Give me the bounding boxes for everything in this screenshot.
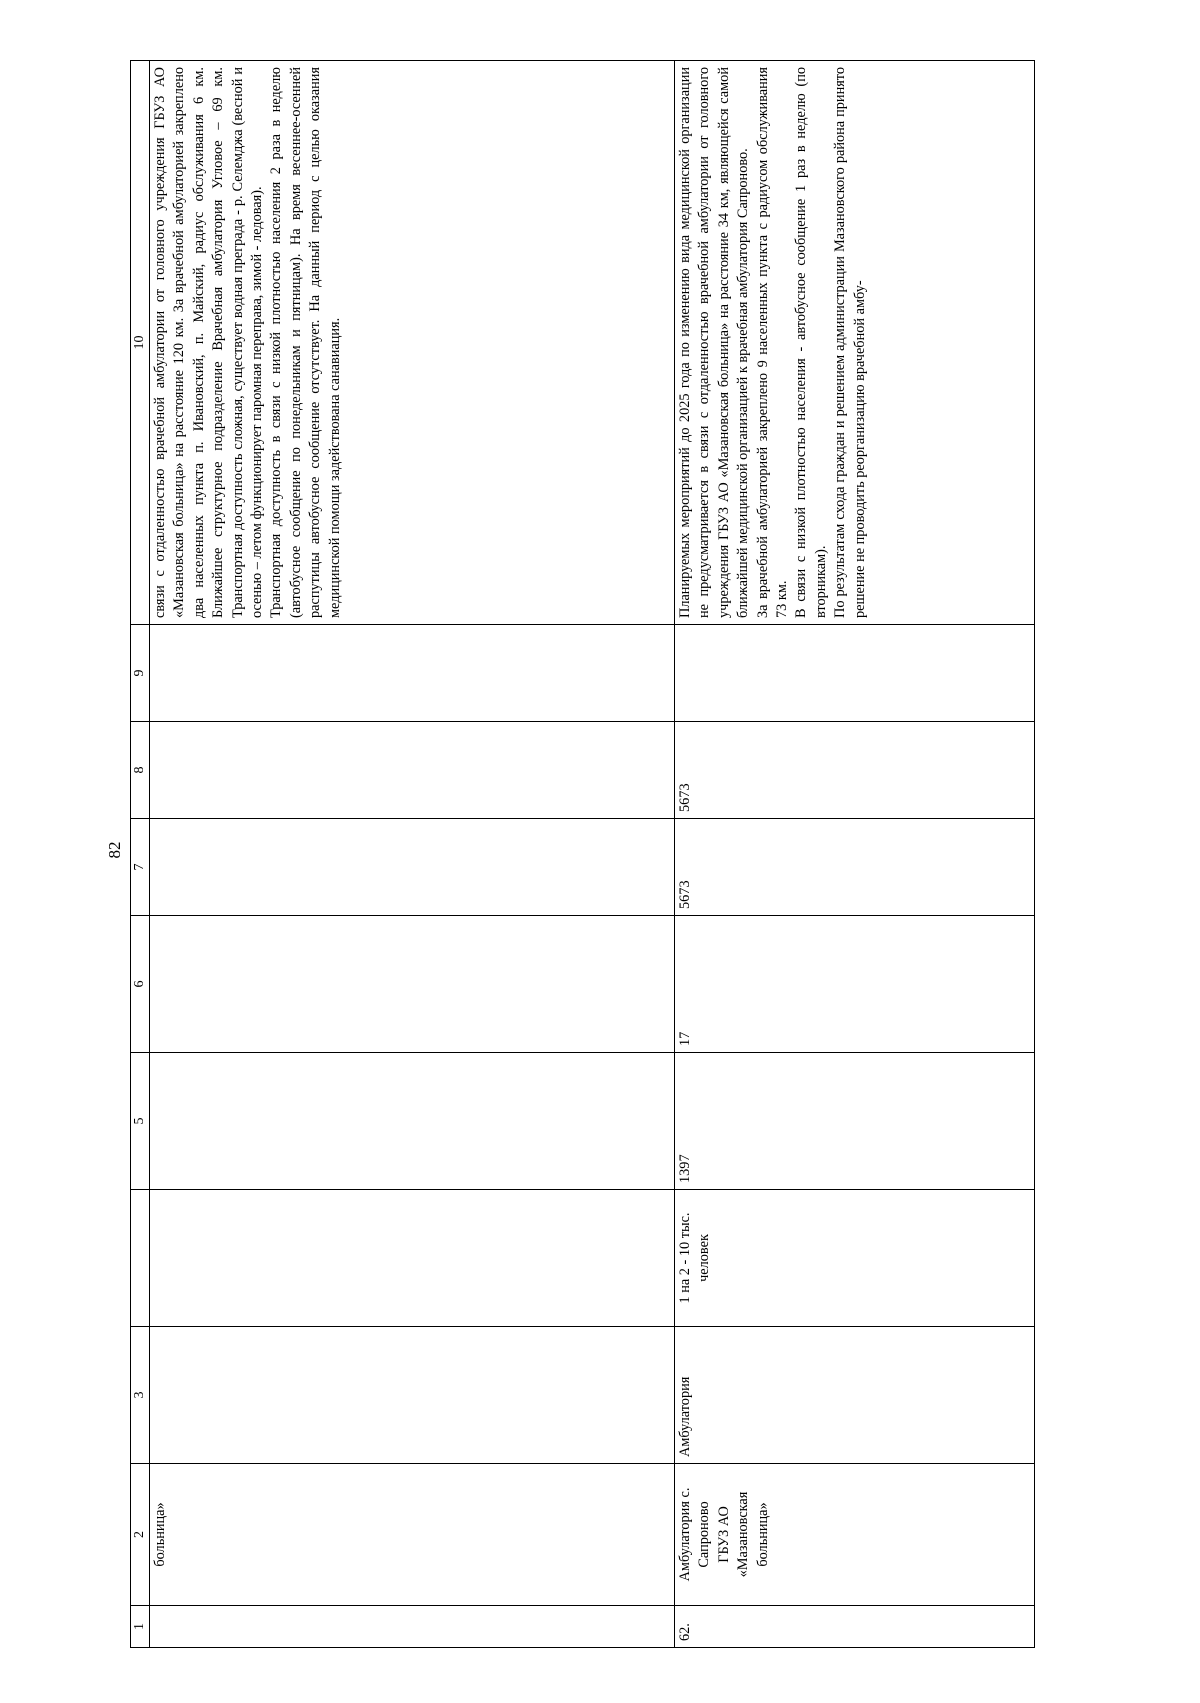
value-cell-7 xyxy=(150,819,675,916)
data-table xyxy=(130,60,1035,1648)
column-header-6: 6 xyxy=(131,916,150,1053)
norm-cell: 1 на 2 - 10 тыс. человек xyxy=(675,1190,1035,1327)
column-header-9: 9 xyxy=(131,625,150,722)
comment-paragraph: В связи с низкой плотностью населения - автобусное сообщение 1 раз в неделю (по вторникам). xyxy=(793,67,829,618)
value-cell-8 xyxy=(150,722,675,819)
column-header-2: 2 xyxy=(131,1464,150,1606)
value-cell-9 xyxy=(150,625,675,722)
comment-paragraph: связи с отдаленностью врачебной амбулатории от головного учреждения ГБУЗ АО «Мазановская больница» на расстояние 120 км. За врачебной амбулаторией закреплено два населенных пункта п. Ивановский, п. Майский, радиус обслуживания 6 км. Ближайшее структурное подразделение Врачебная амбулатория Угловое – 69 км. Транспортная доступность сложная, существует водная преграда - р. Селемджа (весной и осенью – летом функционирует паромная переправа, зимой - ледовая). xyxy=(152,67,266,618)
table-row xyxy=(150,61,675,1648)
value-cell-5 xyxy=(150,1053,675,1190)
value-cell-5: 1397 xyxy=(675,1053,1035,1190)
type-cell xyxy=(150,1327,675,1464)
comment-paragraph: По результатам схода граждан и решением администрации Мазановского района принято решение не проводить реорганизацию врачебной амбу- xyxy=(832,67,868,618)
column-header-3: 3 xyxy=(131,1327,150,1464)
value-cell-7: 5673 xyxy=(675,819,1035,916)
value-cell-6: 17 xyxy=(675,916,1035,1053)
institution-name-cell xyxy=(675,1464,1035,1606)
column-header-4 xyxy=(131,1190,150,1327)
parent-institution-name: ГБУЗ АО «Мазановская больница» xyxy=(715,1491,771,1578)
value-cell-9 xyxy=(675,625,1035,722)
type-cell: Амбулатория xyxy=(675,1327,1035,1464)
column-header-8: 8 xyxy=(131,722,150,819)
column-header-10: 10 xyxy=(131,61,150,625)
table-row xyxy=(675,61,1035,1648)
comment-cell xyxy=(675,61,1035,625)
value-cell-6 xyxy=(150,916,675,1053)
comment-paragraph: Планируемых мероприятий до 2025 года по изменению вида медицинской организации не предусматривается в связи с отдаленностью врачебной амбулатории от головного учреждения ГБУЗ АО «Мазановская больница» на расстояние 34 км, являющейся самой ближайшей медицинской организацией к врачебная амбулатория Сапроново. xyxy=(677,67,752,618)
norm-cell xyxy=(150,1190,675,1327)
column-header-7: 7 xyxy=(131,819,150,916)
institution-name: Амбулатория с. Сапроново xyxy=(677,1487,713,1582)
row-number-cell xyxy=(150,1606,675,1648)
comment-paragraph: За врачебной амбулаторией закреплено 9 населенных пункта с радиусом обслуживания 73 км. xyxy=(754,67,791,618)
comment-cell xyxy=(150,61,675,625)
page-number: 82 xyxy=(105,841,124,859)
institution-name-cell: больница» xyxy=(150,1464,675,1606)
row-number-cell: 62. xyxy=(675,1606,1035,1648)
comment-paragraph: Транспортная доступность в связи с низкой плотностью населения 2 раза в неделю (автобусное сообщение по понедельникам и пятницам). На время весеннее-осенней распутицы автобусное сообщение отсутствует. На данный период с целью оказания медицинской помощи задействована санавиация. xyxy=(268,67,343,618)
value-cell-8: 5673 xyxy=(675,722,1035,819)
column-header-5: 5 xyxy=(131,1053,150,1190)
column-header-1: 1 xyxy=(131,1606,150,1648)
header-row xyxy=(131,61,150,1648)
rotated-table-wrapper xyxy=(130,63,1033,1648)
